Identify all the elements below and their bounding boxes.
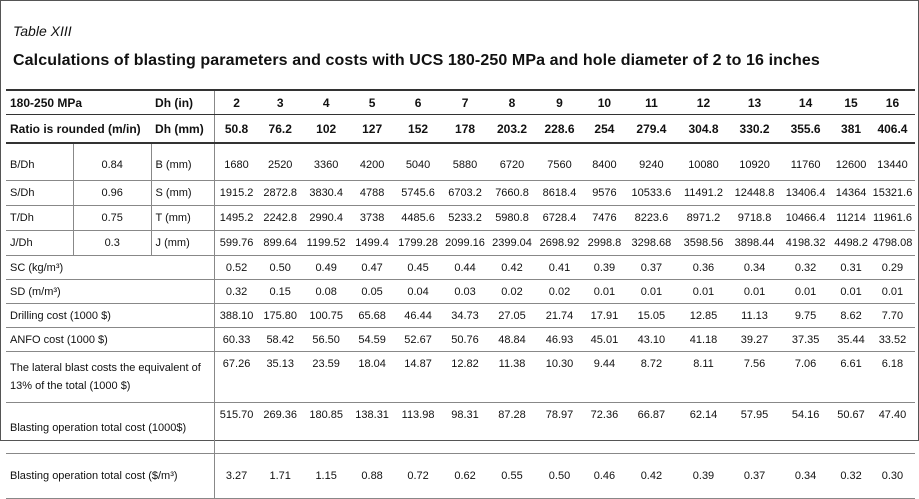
data-cell: 50.76: [442, 328, 488, 352]
data-cell: 5980.8: [488, 206, 536, 231]
ratio-value: 0.3: [73, 231, 151, 256]
header-unit: Dh (mm): [151, 115, 214, 144]
ratio-name: B/Dh: [6, 143, 73, 181]
ratio-row: [6, 143, 915, 181]
data-cell: 6728.4: [536, 206, 583, 231]
data-cell: 0.42: [488, 256, 536, 280]
data-cell: 2698.92: [536, 231, 583, 256]
ratio-value: 0.75: [73, 206, 151, 231]
data-cell: 5040: [394, 143, 442, 181]
cost-label: The lateral blast costs the equivalent of 13% of the total (1000 $): [6, 352, 214, 403]
ratio-row: [6, 181, 915, 206]
data-cell: 1680: [214, 143, 258, 181]
ratio-name: T/Dh: [6, 206, 73, 231]
ratio-row: [6, 206, 915, 231]
data-cell: 0.36: [677, 256, 730, 280]
data-cell: 10466.4: [779, 206, 832, 231]
ratio-name: S/Dh: [6, 181, 73, 206]
data-cell: 65.68: [350, 304, 394, 328]
data-cell: 27.05: [488, 304, 536, 328]
ratio-value: 0.84: [73, 143, 151, 181]
data-cell: 1915.2: [214, 181, 258, 206]
data-cell: 0.01: [626, 280, 677, 304]
data-cell: 9718.8: [730, 206, 779, 231]
data-cell: 48.84: [488, 328, 536, 352]
data-cell: 7.06: [779, 352, 832, 403]
cost-label: Drilling cost (1000 $): [6, 304, 214, 328]
cost-row: [6, 352, 915, 403]
ratio-unit: B (mm): [151, 143, 214, 181]
data-cell: 62.14: [677, 403, 730, 454]
data-cell: 3298.68: [626, 231, 677, 256]
data-cell: 1199.52: [302, 231, 350, 256]
data-cell: 7476: [583, 206, 626, 231]
data-cell: 2872.8: [258, 181, 302, 206]
data-cell: 6720: [488, 143, 536, 181]
dh-in-cell: 3: [258, 90, 302, 115]
data-cell: 46.44: [394, 304, 442, 328]
data-cell: 0.39: [583, 256, 626, 280]
data-cell: 5233.2: [442, 206, 488, 231]
data-cell: 3360: [302, 143, 350, 181]
dh-mm-cell: 254: [583, 115, 626, 144]
dh-in-cell: 13: [730, 90, 779, 115]
data-cell: 23.59: [302, 352, 350, 403]
data-cell: 0.15: [258, 280, 302, 304]
header-label: 180-250 MPa: [6, 90, 151, 115]
data-cell: 0.31: [832, 256, 870, 280]
data-cell: 0.50: [536, 454, 583, 499]
data-cell: 4798.08: [870, 231, 915, 256]
data-cell: 12448.8: [730, 181, 779, 206]
ratio-unit: S (mm): [151, 181, 214, 206]
data-cell: 66.87: [626, 403, 677, 454]
data-cell: 180.85: [302, 403, 350, 454]
data-cell: 9.75: [779, 304, 832, 328]
data-cell: 8223.6: [626, 206, 677, 231]
data-cell: 1.15: [302, 454, 350, 499]
data-cell: 8.11: [677, 352, 730, 403]
data-cell: 515.70: [214, 403, 258, 454]
data-cell: 0.52: [214, 256, 258, 280]
dh-mm-cell: 228.6: [536, 115, 583, 144]
dh-in-cell: 4: [302, 90, 350, 115]
data-cell: 10533.6: [626, 181, 677, 206]
data-cell: 0.01: [730, 280, 779, 304]
data-cell: 0.32: [779, 256, 832, 280]
data-cell: 0.45: [394, 256, 442, 280]
dh-mm-cell: 304.8: [677, 115, 730, 144]
data-cell: 7.56: [730, 352, 779, 403]
data-cell: 47.40: [870, 403, 915, 454]
data-cell: 8971.2: [677, 206, 730, 231]
data-cell: 0.01: [832, 280, 870, 304]
data-cell: 0.30: [870, 454, 915, 499]
data-cell: 15321.6: [870, 181, 915, 206]
data-cell: 1495.2: [214, 206, 258, 231]
data-cell: 175.80: [258, 304, 302, 328]
data-cell: 12.85: [677, 304, 730, 328]
data-cell: 0.49: [302, 256, 350, 280]
data-cell: 54.16: [779, 403, 832, 454]
dh-mm-cell: 355.6: [779, 115, 832, 144]
dh-in-cell: 8: [488, 90, 536, 115]
data-cell: 46.93: [536, 328, 583, 352]
data-cell: 45.01: [583, 328, 626, 352]
ratio-unit: T (mm): [151, 206, 214, 231]
data-cell: 39.27: [730, 328, 779, 352]
dh-mm-cell: 381: [832, 115, 870, 144]
data-cell: 43.10: [626, 328, 677, 352]
data-cell: 37.35: [779, 328, 832, 352]
dh-in-cell: 12: [677, 90, 730, 115]
data-cell: 10.30: [536, 352, 583, 403]
data-cell: 34.73: [442, 304, 488, 328]
cost-label: Blasting operation total cost ($/m³): [6, 454, 214, 499]
dh-mm-cell: 330.2: [730, 115, 779, 144]
data-cell: 67.26: [214, 352, 258, 403]
cost-label: Blasting operation total cost (1000$): [6, 403, 214, 454]
data-cell: 113.98: [394, 403, 442, 454]
cost-row: [6, 280, 915, 304]
cost-row: [6, 403, 915, 454]
ratio-name: J/Dh: [6, 231, 73, 256]
data-cell: 0.05: [350, 280, 394, 304]
data-cell: 5745.6: [394, 181, 442, 206]
data-cell: 14.87: [394, 352, 442, 403]
ratio-row: [6, 231, 915, 256]
data-cell: 8400: [583, 143, 626, 181]
data-cell: 11.38: [488, 352, 536, 403]
dh-mm-cell: 127: [350, 115, 394, 144]
data-cell: 8618.4: [536, 181, 583, 206]
data-cell: 269.36: [258, 403, 302, 454]
data-cell: 9576: [583, 181, 626, 206]
data-cell: 12.82: [442, 352, 488, 403]
data-cell: 60.33: [214, 328, 258, 352]
ratio-value: 0.96: [73, 181, 151, 206]
data-cell: 4788: [350, 181, 394, 206]
data-cell: 98.31: [442, 403, 488, 454]
data-cell: 0.62: [442, 454, 488, 499]
data-cell: 10080: [677, 143, 730, 181]
data-cell: 58.42: [258, 328, 302, 352]
dh-in-cell: 15: [832, 90, 870, 115]
data-cell: 0.41: [536, 256, 583, 280]
table-body: [6, 90, 915, 499]
data-cell: 14364: [832, 181, 870, 206]
data-cell: 0.02: [536, 280, 583, 304]
data-cell: 0.34: [730, 256, 779, 280]
data-cell: 0.37: [626, 256, 677, 280]
header-label: Ratio is rounded (m/in): [6, 115, 151, 144]
data-cell: 4498.2: [832, 231, 870, 256]
data-cell: 9240: [626, 143, 677, 181]
data-cell: 56.50: [302, 328, 350, 352]
data-cell: 0.01: [583, 280, 626, 304]
dh-in-cell: 16: [870, 90, 915, 115]
dh-in-cell: 2: [214, 90, 258, 115]
ratio-unit: J (mm): [151, 231, 214, 256]
data-cell: 18.04: [350, 352, 394, 403]
dh-in-cell: 14: [779, 90, 832, 115]
data-cell: 6703.2: [442, 181, 488, 206]
data-cell: 2998.8: [583, 231, 626, 256]
data-cell: 0.32: [214, 280, 258, 304]
data-cell: 1499.4: [350, 231, 394, 256]
data-cell: 8.72: [626, 352, 677, 403]
data-cell: 3598.56: [677, 231, 730, 256]
dh-in-cell: 5: [350, 90, 394, 115]
data-cell: 72.36: [583, 403, 626, 454]
cost-row: [6, 256, 915, 280]
dh-in-cell: 9: [536, 90, 583, 115]
header-unit: Dh (in): [151, 90, 214, 115]
data-cell: 100.75: [302, 304, 350, 328]
data-cell: 0.46: [583, 454, 626, 499]
data-cell: 0.01: [779, 280, 832, 304]
cost-label: SD (m/m³): [6, 280, 214, 304]
data-cell: 3898.44: [730, 231, 779, 256]
data-cell: 11.13: [730, 304, 779, 328]
dh-mm-cell: 76.2: [258, 115, 302, 144]
data-cell: 35.44: [832, 328, 870, 352]
data-cell: 0.55: [488, 454, 536, 499]
data-cell: 8.62: [832, 304, 870, 328]
data-cell: 0.29: [870, 256, 915, 280]
data-cell: 0.01: [677, 280, 730, 304]
dh-mm-cell: 178: [442, 115, 488, 144]
data-cell: 54.59: [350, 328, 394, 352]
data-cell: 10920: [730, 143, 779, 181]
data-cell: 33.52: [870, 328, 915, 352]
data-cell: 5880: [442, 143, 488, 181]
data-cell: 15.05: [626, 304, 677, 328]
data-cell: 35.13: [258, 352, 302, 403]
data-cell: 2520: [258, 143, 302, 181]
data-cell: 1799.28: [394, 231, 442, 256]
data-cell: 2242.8: [258, 206, 302, 231]
data-cell: 0.04: [394, 280, 442, 304]
data-cell: 12600: [832, 143, 870, 181]
dh-mm-cell: 279.4: [626, 115, 677, 144]
data-cell: 50.67: [832, 403, 870, 454]
data-cell: 0.32: [832, 454, 870, 499]
data-cell: 17.91: [583, 304, 626, 328]
data-cell: 21.74: [536, 304, 583, 328]
data-cell: 1.71: [258, 454, 302, 499]
data-cell: 4485.6: [394, 206, 442, 231]
data-cell: 0.34: [779, 454, 832, 499]
data-cell: 899.64: [258, 231, 302, 256]
cost-label: ANFO cost (1000 $): [6, 328, 214, 352]
data-cell: 0.44: [442, 256, 488, 280]
dh-in-cell: 6: [394, 90, 442, 115]
data-cell: 3830.4: [302, 181, 350, 206]
data-cell: 57.95: [730, 403, 779, 454]
cost-row: [6, 454, 915, 499]
data-cell: 599.76: [214, 231, 258, 256]
cost-label: SC (kg/m³): [6, 256, 214, 280]
data-cell: 11214: [832, 206, 870, 231]
data-cell: 7.70: [870, 304, 915, 328]
data-cell: 0.47: [350, 256, 394, 280]
data-cell: 11760: [779, 143, 832, 181]
data-cell: 0.08: [302, 280, 350, 304]
dh-mm-cell: 406.4: [870, 115, 915, 144]
data-cell: 6.18: [870, 352, 915, 403]
dh-in-cell: 7: [442, 90, 488, 115]
dh-mm-cell: 102: [302, 115, 350, 144]
data-cell: 87.28: [488, 403, 536, 454]
table-label: Table XIII: [13, 23, 72, 39]
data-cell: 2099.16: [442, 231, 488, 256]
data-cell: 0.03: [442, 280, 488, 304]
dh-mm-cell: 152: [394, 115, 442, 144]
data-cell: 0.50: [258, 256, 302, 280]
data-cell: 4198.32: [779, 231, 832, 256]
data-cell: 2990.4: [302, 206, 350, 231]
data-cell: 41.18: [677, 328, 730, 352]
data-cell: 0.72: [394, 454, 442, 499]
blasting-table: [6, 89, 915, 499]
table-title: Calculations of blasting parameters and costs with UCS 180-250 MPa and hole diameter of 2 to 16 inches: [13, 52, 820, 69]
data-cell: 7660.8: [488, 181, 536, 206]
data-cell: 11961.6: [870, 206, 915, 231]
data-cell: 0.39: [677, 454, 730, 499]
data-cell: 0.42: [626, 454, 677, 499]
data-cell: 0.01: [870, 280, 915, 304]
header-row-inches: [6, 90, 915, 115]
data-cell: 78.97: [536, 403, 583, 454]
data-cell: 3738: [350, 206, 394, 231]
data-cell: 4200: [350, 143, 394, 181]
data-cell: 0.37: [730, 454, 779, 499]
data-cell: 3.27: [214, 454, 258, 499]
cost-row: [6, 304, 915, 328]
data-cell: 13440: [870, 143, 915, 181]
dh-in-cell: 11: [626, 90, 677, 115]
data-cell: 9.44: [583, 352, 626, 403]
data-cell: 13406.4: [779, 181, 832, 206]
header-row-mm: [6, 115, 915, 144]
data-cell: 0.88: [350, 454, 394, 499]
dh-in-cell: 10: [583, 90, 626, 115]
data-cell: 2399.04: [488, 231, 536, 256]
dh-mm-cell: 203.2: [488, 115, 536, 144]
data-cell: 6.61: [832, 352, 870, 403]
data-cell: 138.31: [350, 403, 394, 454]
cost-row: [6, 328, 915, 352]
dh-mm-cell: 50.8: [214, 115, 258, 144]
data-cell: 7560: [536, 143, 583, 181]
data-cell: 52.67: [394, 328, 442, 352]
data-cell: 0.02: [488, 280, 536, 304]
data-cell: 11491.2: [677, 181, 730, 206]
data-cell: 388.10: [214, 304, 258, 328]
